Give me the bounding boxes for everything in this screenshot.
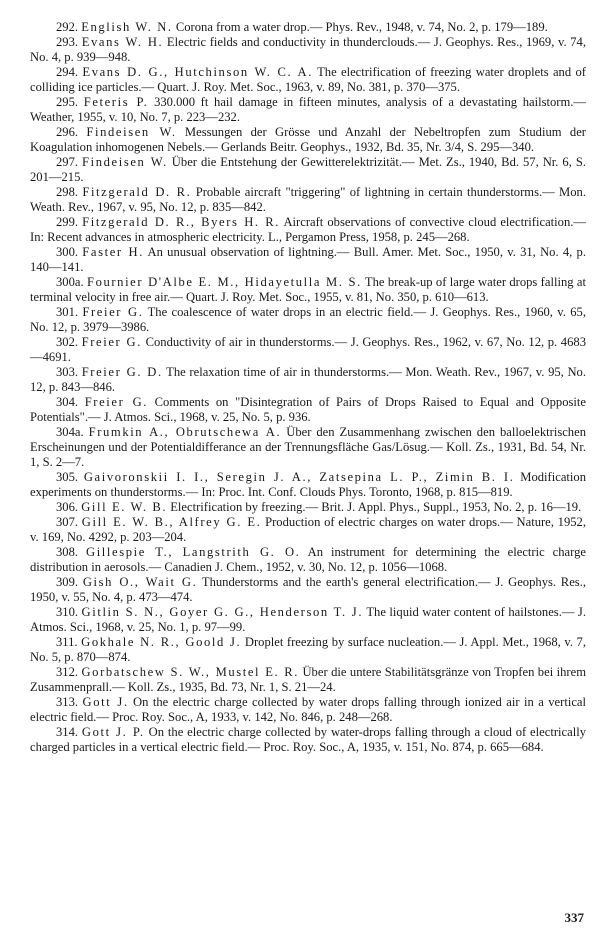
reference-entry	[30, 395, 586, 425]
reference-entry	[30, 95, 586, 125]
reference-entry	[30, 470, 586, 500]
reference-authors: Gitlin S. N., Goyer G. G., Henderson T. J.	[81, 605, 364, 619]
reference-citation: Über den Zusammenhang zwischen den balloelektrischen Erscheinungen und der Potentialdifferance an der Trennungsfläche Gas/Lösug.— Koll. Zs., 1931, Bd. 54, Nr. 1, S. 2—7.	[30, 425, 586, 469]
reference-entry	[30, 635, 586, 665]
reference-citation: Electrification by freezing.— Brit. J. Appl. Phys., Suppl., 1953, No. 2, p. 16—19.	[167, 500, 582, 514]
reference-authors: Gillespie T., Langstrith G. O.	[86, 545, 301, 559]
reference-authors: Freier G.	[81, 335, 142, 349]
reference-citation: Conductivity of air in thunderstorms.— J. Geophys. Res., 1962, v. 67, No. 12, p. 4683—4691.	[30, 335, 586, 364]
reference-number: 296.	[56, 125, 79, 139]
reference-authors: Gill E. W. B.	[81, 500, 168, 514]
reference-number: 313.	[56, 695, 79, 709]
reference-authors: Gott J. P.	[81, 725, 145, 739]
reference-citation: Electric fields and conductivity in thunderclouds.— J. Geophys. Res., 1969, v. 74, No. 4, p. 939—948.	[30, 35, 586, 64]
reference-entry	[30, 500, 586, 515]
reference-authors: Gokhale N. R., Goold J.	[81, 635, 242, 649]
reference-authors: Findeisen W.	[82, 155, 168, 169]
reference-authors: Gorbatschew S. W., Mustel E. R.	[81, 665, 300, 679]
reference-number: 304a.	[56, 425, 84, 439]
reference-authors: Fitzgerald D. R., Byers H. R.	[82, 215, 281, 229]
reference-entry	[30, 365, 586, 395]
reference-authors: Findeisen W.	[86, 125, 177, 139]
reference-citation: The break-up of large water drops falling at terminal velocity in free air.— Quart. J. Roy. Met. Soc., 1955, v. 81, No. 350, p. 610—613.	[30, 275, 586, 304]
reference-citation: Über die untere Stabilitätsgränze von Tropfen bei ihrem Zusammenprall.— Koll. Zs., 1935, Bd. 73, Nr. 1, S. 21—24.	[30, 665, 586, 694]
reference-authors: Feteris P.	[83, 95, 149, 109]
reference-citation: The coalescence of water drops in an electric field.— J. Geophys. Res., 1960, v. 65, No. 12, p. 3979—3986.	[30, 305, 586, 334]
reference-entry	[30, 725, 586, 755]
reference-authors: Fitzgerald D. R.	[82, 185, 192, 199]
reference-entry	[30, 155, 586, 185]
reference-authors: Gish O., Wait G.	[82, 575, 198, 589]
reference-number: 300a.	[56, 275, 84, 289]
reference-number: 312.	[56, 665, 79, 679]
reference-citation: The electrification of freezing water droplets and of colliding ice particles.— Quart. J. Roy. Met. Soc., 1963, v. 89, No. 381, p. 370—375.	[30, 65, 586, 94]
reference-authors: English W. N.	[81, 20, 173, 34]
reference-authors: Freier G.	[84, 395, 149, 409]
reference-number: 314.	[56, 725, 79, 739]
reference-number: 309.	[56, 575, 79, 589]
reference-entry	[30, 605, 586, 635]
reference-citation: The liquid water content of hailstones.— J. Atmos. Sci., 1968, v. 25, No. 1, p. 97—99.	[30, 605, 586, 634]
reference-authors: Gill E. W. B., Alfrey G. E.	[81, 515, 262, 529]
reference-citation: Messungen der Grösse und Anzahl der Nebeltropfen zum Studium der Koagulation inhomogenen Nebels.— Gerlands Beitr. Geophys., 1932, Bd. 35, Nr. 3/4, S. 295—340.	[30, 125, 586, 154]
reference-citation: Droplet freezing by surface nucleation.— J. Appl. Met., 1968, v. 7, No. 5, p. 870—874.	[30, 635, 586, 664]
reference-citation: Aircraft observations of convective cloud electrification.— In: Recent advances in atmospheric electricity. L., Pergamon Press, 1958, p. 245—268.	[30, 215, 586, 244]
reference-entry	[30, 665, 586, 695]
reference-citation: Probable aircraft "triggering" of lightning in certain thunderstorms.— Mon. Weath. Rev., 1967, v. 95, No. 12, p. 835—842.	[30, 185, 586, 214]
reference-entry	[30, 125, 586, 155]
reference-entry	[30, 335, 586, 365]
reference-authors: Gott J.	[82, 695, 129, 709]
reference-citation: On the electric charge collected by water-drops falling through a cloud of electrically charged particles in a vertical electric field.— Proc. Roy. Soc., A, 1935, v. 151, No. 874, p. 665—684.	[30, 725, 586, 754]
reference-number: 310.	[56, 605, 79, 619]
reference-authors: Freier G. D.	[81, 365, 163, 379]
reference-authors: Gaivoronskii I. I., Seregin J. A., Zatsepina L. P., Zimin B. I.	[83, 470, 515, 484]
reference-entry	[30, 275, 586, 305]
page-number: 337	[564, 910, 584, 925]
reference-citation: The relaxation time of air in thunderstorms.— Mon. Weath. Rev., 1967, v. 95, No. 12, p. 843—846.	[30, 365, 586, 394]
reference-number: 311.	[56, 635, 78, 649]
reference-entry	[30, 305, 586, 335]
reference-entry	[30, 20, 586, 35]
reference-authors: Evans D. G., Hutchinson W. C. A.	[82, 65, 313, 79]
reference-citation: 330.000 ft hail damage in fifteen minutes, analysis of a devastating hailstorm.— Weather, 1955, v. 10, No. 7, p. 223—232.	[30, 95, 587, 124]
reference-citation: Über die Entstehung der Gewitterelektrizität.— Met. Zs., 1940, Bd. 57, Nr. 6, S. 201—215.	[30, 155, 586, 184]
reference-authors: Frumkin A., Obrutschewa A.	[88, 425, 282, 439]
reference-number: 298.	[56, 185, 79, 199]
reference-number: 306.	[56, 500, 79, 514]
reference-citation: Production of electric charges on water drops.— Nature, 1952, v. 169, No. 4292, p. 203—204.	[30, 515, 586, 544]
reference-entry	[30, 575, 586, 605]
reference-number: 300.	[56, 245, 79, 259]
reference-number: 293.	[56, 35, 79, 49]
reference-number: 303.	[56, 365, 79, 379]
reference-entry	[30, 245, 586, 275]
reference-citation: An instrument for determining the electric charge distribution in aerosols.— Canadien J. Chem., 1952, v. 30, No. 12, p. 1056—1068.	[30, 545, 586, 574]
reference-authors: Freier G.	[82, 305, 144, 319]
reference-entry	[30, 185, 586, 215]
reference-number: 308.	[56, 545, 79, 559]
reference-citation: On the electric charge collected by water drops falling through ionized air in a vertical electric field.— Proc. Roy. Soc., A, 1933, v. 142, No. 846, p. 248—268.	[30, 695, 586, 724]
reference-authors: Fournier D'Albe E. M., Hidayetulla M. S.	[86, 275, 362, 289]
reference-list	[30, 20, 586, 755]
reference-citation: Modification experiments on thunderstorms.— In: Proc. Int. Conf. Clouds Phys. Toronto, 1968, p. 815—819.	[30, 470, 587, 499]
reference-number: 294.	[56, 65, 79, 79]
reference-entry	[30, 545, 586, 575]
reference-citation: Thunderstorms and the earth's general electrification.— J. Geophys. Res., 1950, v. 55, No. 4, p. 473—474.	[30, 575, 586, 604]
reference-entry	[30, 35, 586, 65]
reference-entry	[30, 215, 586, 245]
reference-number: 295.	[56, 95, 79, 109]
reference-number: 302.	[56, 335, 79, 349]
reference-number: 301.	[56, 305, 79, 319]
reference-number: 307.	[56, 515, 79, 529]
reference-citation: Comments on "Disintegration of Pairs of Drops Raised to Equal and Opposite Potentials".— J. Atmos. Sci., 1968, v. 25, No. 5, p. 936.	[30, 395, 586, 424]
reference-entry	[30, 515, 586, 545]
reference-number: 305.	[56, 470, 79, 484]
reference-entry	[30, 425, 586, 470]
reference-entry	[30, 695, 586, 725]
reference-number: 297.	[56, 155, 79, 169]
reference-authors: Evans W. H.	[81, 35, 164, 49]
reference-number: 304.	[56, 395, 79, 409]
reference-number: 299.	[56, 215, 79, 229]
reference-citation: Corona from a water drop.— Phys. Rev., 1948, v. 74, No. 2, p. 179—189.	[172, 20, 548, 34]
reference-citation: An unusual observation of lightning.— Bull. Amer. Met. Soc., 1950, v. 31, No. 4, p. 140—141.	[30, 245, 586, 274]
reference-number: 292.	[56, 20, 79, 34]
reference-entry	[30, 65, 586, 95]
reference-authors: Faster H.	[82, 245, 144, 259]
